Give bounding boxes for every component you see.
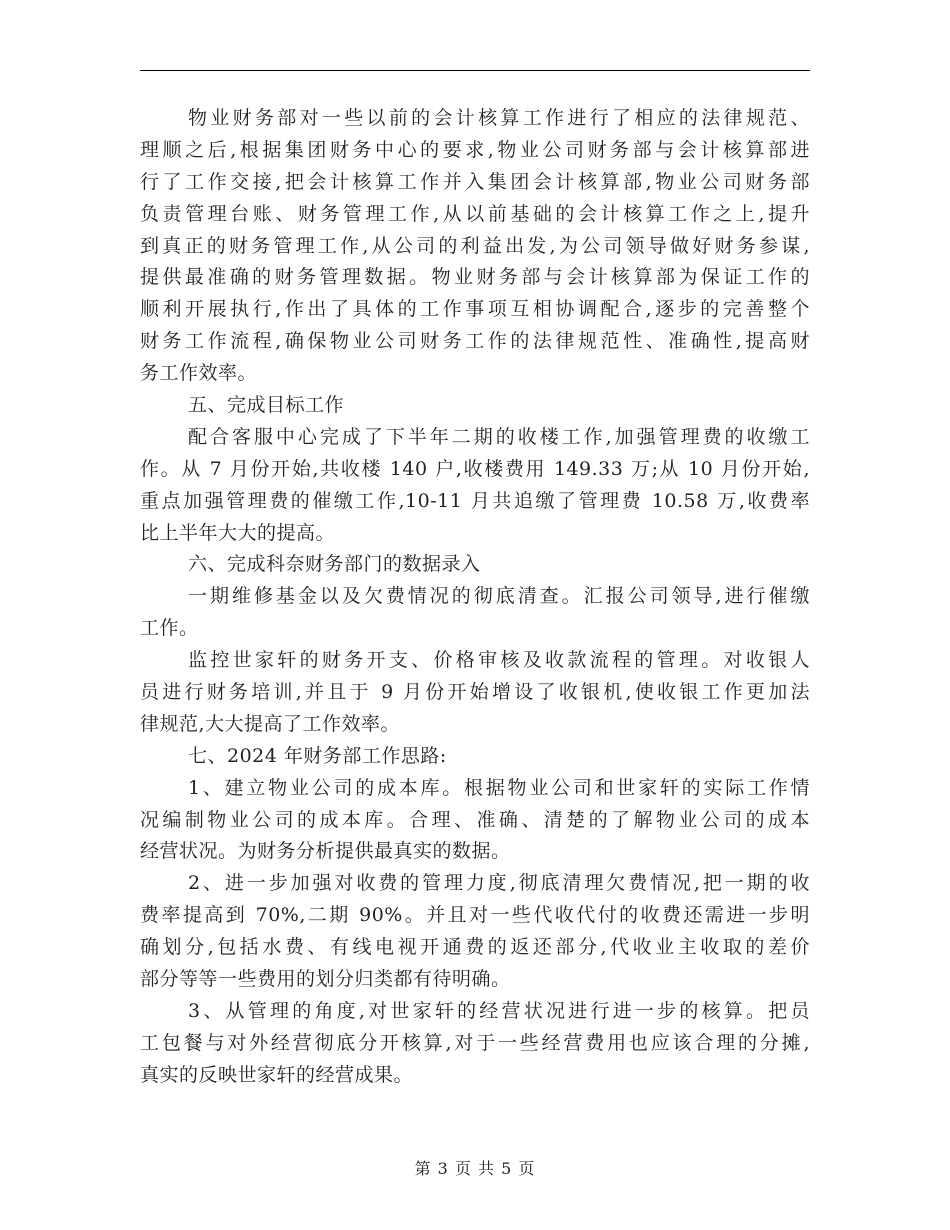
text-line: 工作。 [140,617,199,640]
text-line: 律规范,大大提高了工作效率。 [140,712,401,735]
document-body [140,103,810,1092]
page-number-footer: 第 3 页 共 5 页 [414,1159,536,1178]
text-line: 六、完成科奈财务部门的数据录入 [188,553,481,576]
text-line: 行了工作交接,把会计核算工作并入集团会计核算部,物业公司财务部 [140,170,810,193]
text-line: 到真正的财务管理工作,从公司的利益出发,为公司领导做好财务参谋, [140,234,810,257]
header-rule [140,70,810,71]
text-line: 经营状况。为财务分析提供最真实的数据。 [140,840,511,863]
text-line: 比上半年大大的提高。 [140,521,336,544]
text-line: 1、建立物业公司的成本库。根据物业公司和世家轩的实际工作情 [188,776,810,799]
text-line: 提供最准确的财务管理数据。物业财务部与会计核算部为保证工作的 [140,266,810,289]
text-line: 真实的反映世家轩的经营成果。 [140,1063,414,1086]
text-line: 五、完成目标工作 [188,394,345,417]
text-line: 理顺之后,根据集团财务中心的要求,物业公司财务部与会计核算部进 [140,138,810,161]
text-line: 财务工作流程,确保物业公司财务工作的法律规范性、准确性,提高财 [140,330,810,353]
text-line: 费率提高到 70%,二期 90%。并且对一些代收代付的收费还需进一步明 [140,904,810,927]
text-line: 负责管理台账、财务管理工作,从以前基础的会计核算工作之上,提升 [140,202,810,225]
text-line: 2、进一步加强对收费的管理力度,彻底清理欠费情况,把一期的收 [188,872,810,895]
text-line: 配合客服中心完成了下半年二期的收楼工作,加强管理费的收缴工 [188,425,810,448]
text-line: 部分等等一些费用的划分归类都有待明确。 [140,968,511,991]
text-line: 工包餐与对外经营彻底分开核算,对于一些经营费用也应该合理的分摊, [140,1031,810,1054]
text-line: 确划分,包括水费、有线电视开通费的返还部分,代收业主收取的差价 [140,936,810,959]
text-line: 七、2024 年财务部工作思路: [188,744,447,767]
text-line: 物业财务部对一些以前的会计核算工作进行了相应的法律规范、 [188,107,810,129]
text-line: 监控世家轩的财务开支、价格审核及收款流程的管理。对收银人 [188,649,810,672]
text-line: 3、从管理的角度,对世家轩的经营状况进行进一步的核算。把员 [188,999,810,1022]
text-line: 重点加强管理费的催缴工作,10-11 月共追缴了管理费 10.58 万,收费率 [140,489,810,512]
text-line: 务工作效率。 [140,362,258,385]
text-line: 况编制物业公司的成本库。合理、准确、清楚的了解物业公司的成本 [140,808,810,831]
text-line: 员进行财务培训,并且于 9 月份开始增设了收银机,使收银工作更加法 [140,681,810,704]
text-line: 作。从 7 月份开始,共收楼 140 户,收楼费用 149.33 万;从 10 月份开始, [140,457,810,480]
text-line: 一期维修基金以及欠费情况的彻底清查。汇报公司领导,进行催缴 [188,585,810,608]
text-line: 顺利开展执行,作出了具体的工作事项互相协调配合,逐步的完善整个 [140,298,810,321]
